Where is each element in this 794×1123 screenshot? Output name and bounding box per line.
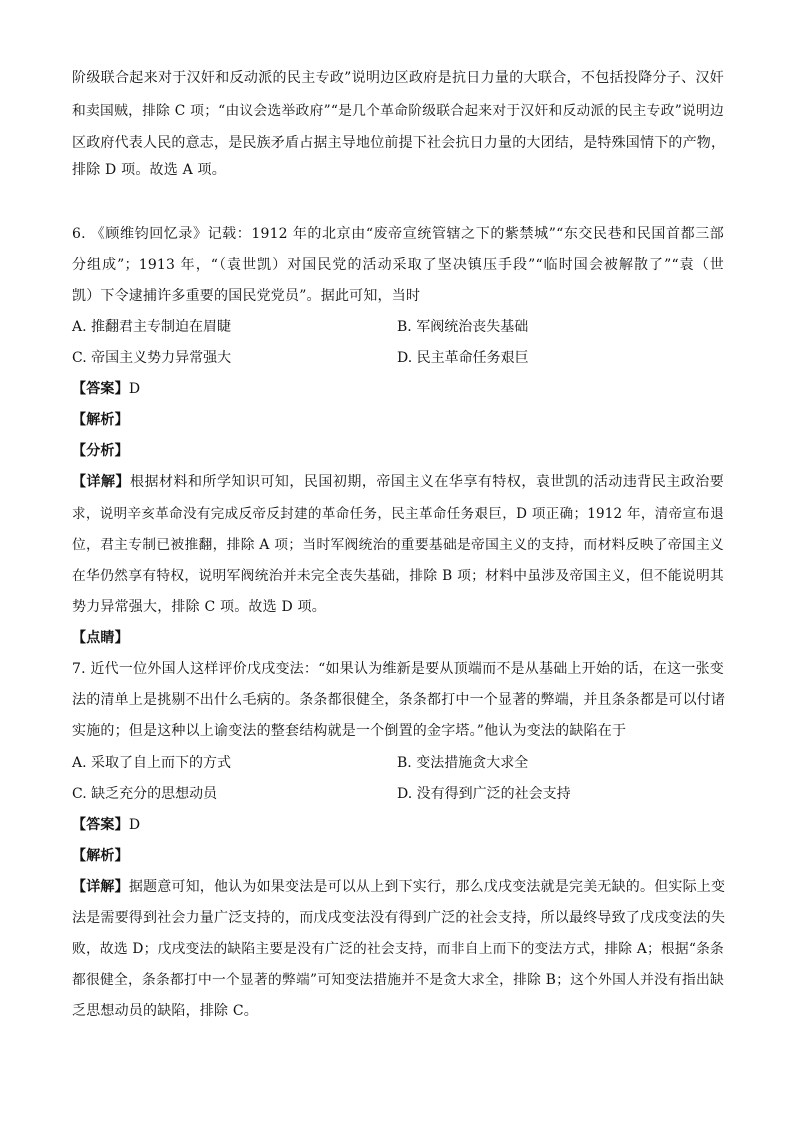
q6-stem-line-3: 凯）下令逮捕许多重要的国民党党员”。据此可知，当时	[72, 288, 421, 304]
q7-jiexi-tag: 【解析】	[72, 848, 129, 864]
q6-dianjing-tag: 【点睛】	[72, 630, 129, 646]
q6-detail-tag: 【详解】	[72, 474, 130, 490]
q7-detail-line-3: 败，故选 D；戊戌变法的缺陷主要是没有广泛的社会支持，而非自上而下的变法方式，排除 A；根据“条条	[72, 941, 724, 957]
q7-answer-tag: 【答案】	[72, 817, 129, 833]
q7-detail-line-5: 乏思想动员的缺陷，排除 C。	[72, 1003, 258, 1019]
q7-detail-line-2: 法是需要得到社会力量广泛支持的，而戊戌变法没有得到广泛的社会支持，所以最终导致了戊戌变法的失	[72, 910, 726, 926]
q7-answer	[72, 815, 724, 835]
q6-detail-line-3: 位，君主专制已被推翻，排除 A 项；当时军阀统治的重要基础是帝国主义的支持，而材料反映了帝国主义	[72, 537, 724, 553]
prev-explanation-line-4: 排除 D 项。故选 A 项。	[72, 162, 226, 178]
q6-stem-line-2: 分组成”；1913 年，“（袁世凯）对国民党的活动采取了坚决镇压手段”“临时国会被解散了”“袁（世	[72, 257, 724, 273]
q6-detail-line-1	[72, 472, 724, 492]
q7-stem-line-3: 实施的；但是这种以上谕变法的整套结构就是一个倒置的金字塔。”他认为变法的缺陷在于	[72, 723, 627, 739]
q6-answer	[72, 379, 724, 399]
q6-answer-value: D	[128, 381, 141, 397]
prev-explanation-line-1: 阶级联合起来对于汉奸和反动派的民主专政”说明边区政府是抗日力量的大联合，不包括投降分子、汉奸	[72, 70, 724, 86]
q7-detail-first: 据题意可知，他认为如果变法是可以从上到下实行，那么戊戌变法就是完美无缺的。但实际上变	[128, 879, 726, 895]
q7-option-b: B. 变法措施贪大求全	[397, 755, 529, 771]
prev-explanation-line-3: 区政府代表人民的意志，是民族矛盾占据主导地位前提下社会抗日力量的大团结，是特殊国情下的产物，	[72, 135, 726, 151]
q6-answer-tag: 【答案】	[72, 381, 129, 397]
q6-option-a: A. 推翻君主专制迫在眉睫	[72, 319, 232, 335]
q7-option-c: C. 缺乏充分的思想动员	[72, 786, 218, 802]
prev-explanation-line-2: 和卖国贼，排除 C 项；“由议会选举政府”“是几个革命阶级联合起来对于汉奸和反动派的民主专政”说明边	[72, 103, 724, 119]
q7-stem-line-1: 7. 近代一位外国人这样评价戊戌变法：“如果认为维新是要从顶端而不是从基础上开始的话，在这一张变	[72, 661, 724, 677]
q6-stem-line-1: 6. 《顾维钧回忆录》记载：1912 年的北京由“废帝宣统管辖之下的紫禁城”“东交民巷和民国首都三部	[72, 226, 724, 242]
q6-detail-line-5: 势力异常强大，排除 C 项。故选 D 项。	[72, 599, 326, 615]
q7-detail-tag: 【详解】	[72, 879, 129, 895]
q6-option-b: B. 军阀统治丧失基础	[397, 319, 529, 335]
q7-option-a: A. 采取了自上而下的方式	[72, 755, 232, 771]
q7-stem-line-2: 法的清单上是挑剔不出什么毛病的。条条都很健全，条条都打中一个显著的弊端，并且条条都是可以付诸	[72, 692, 726, 708]
q6-detail-line-2: 求，说明辛亥革命没有完成反帝反封建的革命任务，民主革命任务艰巨，D 项正确；1912 年，清帝宣布退	[72, 506, 724, 522]
q7-answer-value: D	[128, 817, 141, 833]
q6-jiexi-tag: 【解析】	[72, 412, 129, 428]
q6-option-d: D. 民主革命任务艰巨	[397, 350, 529, 366]
q7-option-d: D. 没有得到广泛的社会支持	[397, 786, 571, 802]
q6-detail-first: 根据材料和所学知识可知，民国初期，帝国主义在华享有特权，袁世凯的活动违背民主政治要	[129, 474, 724, 490]
q6-option-c: C. 帝国主义势力异常强大	[72, 350, 232, 366]
q6-detail-line-4: 在华仍然享有特权，说明军阀统治并未完全丧失基础，排除 B 项；材料中虽涉及帝国主义，但不能说明其	[72, 568, 724, 584]
q6-fenxi-tag: 【分析】	[72, 443, 129, 459]
q7-detail-line-4: 都很健全，条条都打中一个显著的弊端”可知变法措施并不是贪大求全，排除 B；这个外国人并没有指出缺	[72, 972, 724, 988]
q7-detail-line-1	[72, 877, 724, 897]
